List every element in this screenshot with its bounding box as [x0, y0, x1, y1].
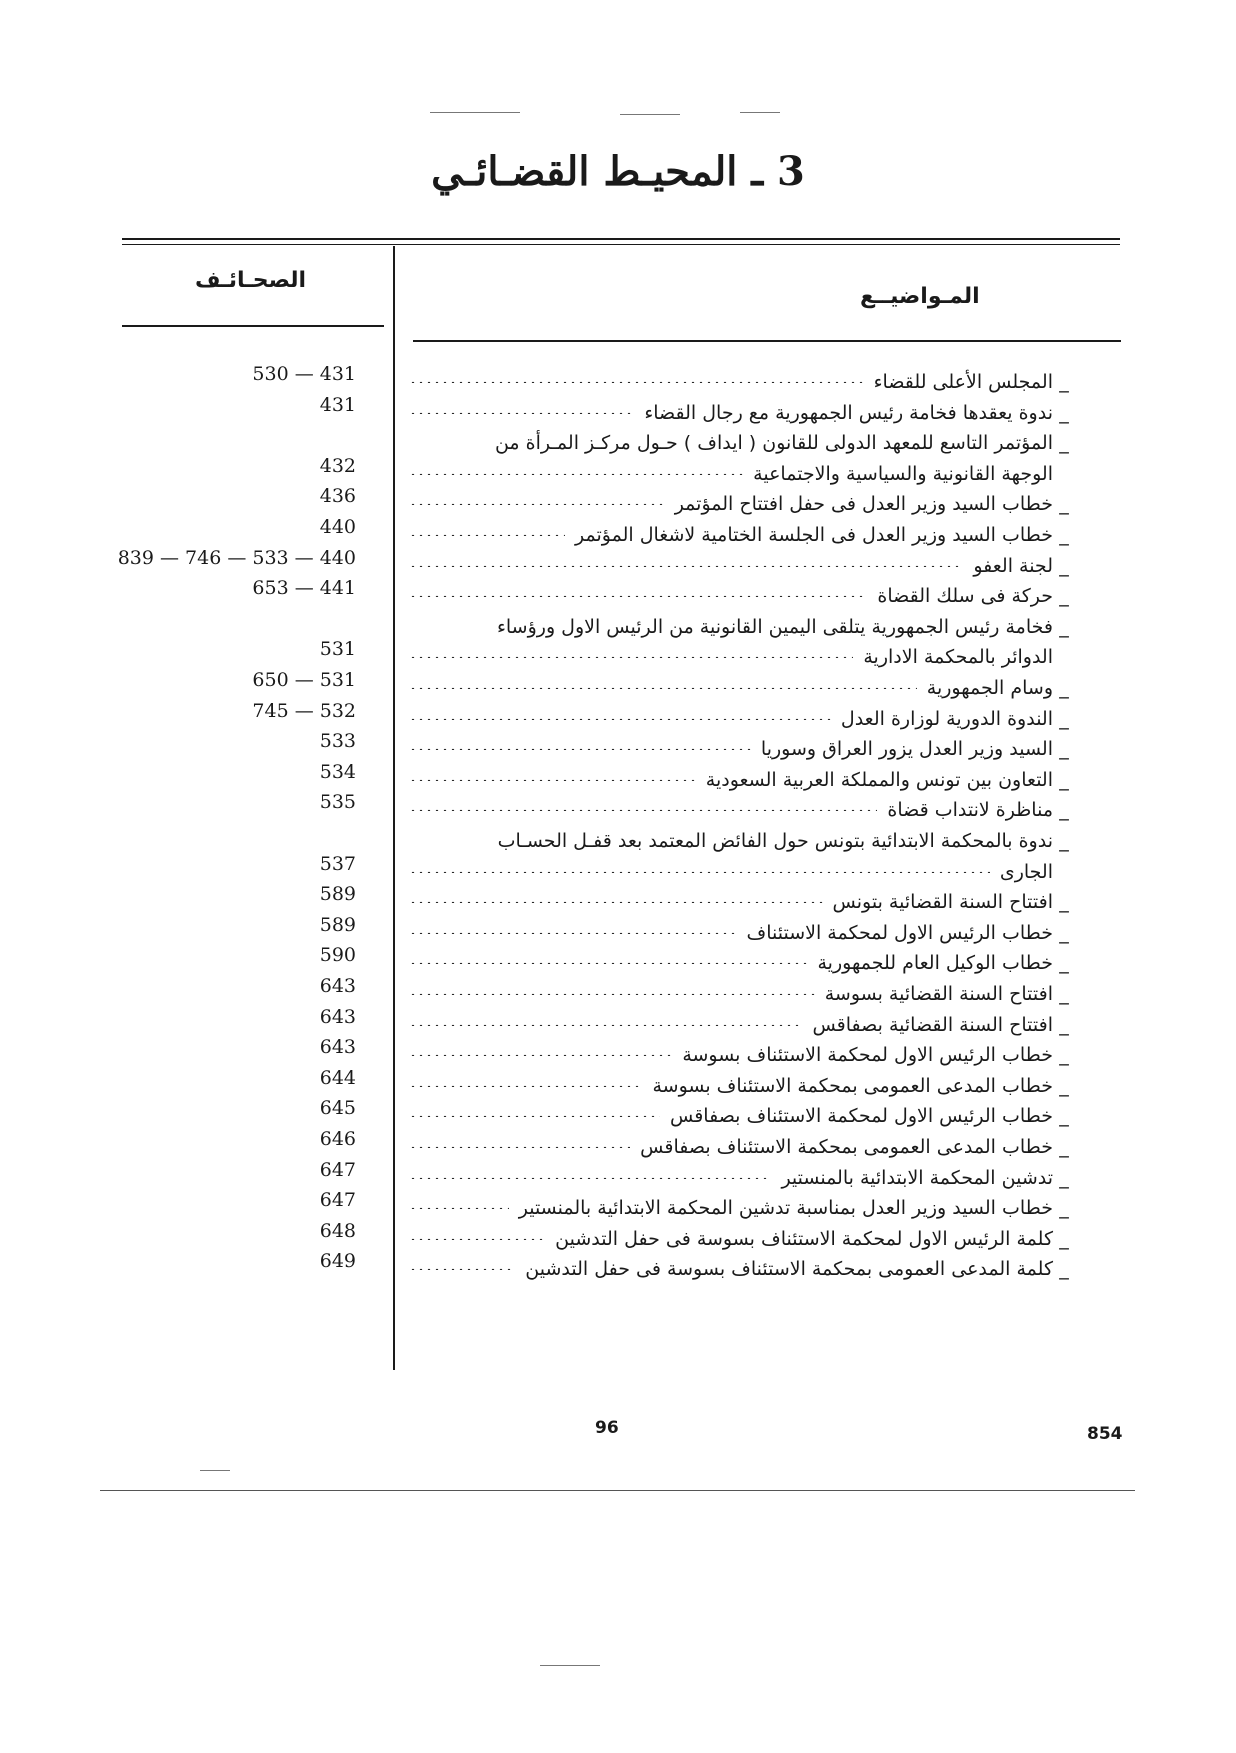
entry-title: افتتاح السنة القضائية بصفاقس [812, 1013, 1053, 1036]
entry-bullet: _ [1059, 1013, 1069, 1036]
entry-title: افتتاح السنة القضائية بسوسة [824, 983, 1053, 1005]
entry-bullet: _ [1059, 1044, 1069, 1067]
entry-bullet: _ [1059, 1197, 1069, 1220]
topics-header-rule [413, 340, 1121, 342]
page-reference: 643 [319, 1005, 356, 1028]
entry-title: حركة فى سلك القضاة [877, 585, 1053, 608]
page-reference: 745 — 532 [252, 699, 356, 722]
entry-bullet: _ [1059, 768, 1069, 791]
folio-center: 96 [595, 1418, 619, 1438]
page-reference: 643 [319, 975, 356, 997]
entry-bullet: _ [1059, 401, 1069, 424]
page-title: 3 ـ المحيـط القضـائـي [431, 148, 805, 195]
page-reference: 533 [319, 730, 356, 753]
page-reference: 647 [319, 1158, 356, 1181]
entry-title: خطاب الرئيس الاول لمحكمة الاستئناف [746, 921, 1053, 944]
page-reference: 432 [319, 454, 356, 477]
entry-bullet: _ [1059, 707, 1069, 730]
contents-entry [405, 765, 1075, 795]
dot-leader [409, 595, 867, 597]
dot-leader [409, 381, 864, 383]
entry-bullet: _ [1059, 1258, 1069, 1281]
entry-title: خطاب الرئيس الاول لمحكمة الاستئناف بصفاقس [670, 1105, 1053, 1128]
entry-title: ندوة بالمحكمة الابتدائية بتونس حول الفائض المعتمد بعد قفـل الحسـاب [497, 830, 1053, 852]
entry-bullet: _ [1059, 738, 1069, 761]
dot-leader [409, 565, 963, 567]
page-reference: 646 [319, 1128, 356, 1150]
contents-entry [405, 459, 1075, 489]
entry-title: كلمة الرئيس الاول لمحكمة الاستئناف بسوسة فى حفل التدشين [555, 1227, 1053, 1250]
entry-title: كلمة المدعى العمومى بمحكمة الاستئناف بسوسة فى حفل التدشين [525, 1258, 1053, 1281]
dot-leader [409, 1238, 545, 1240]
bottom-rule [100, 1490, 1135, 1491]
dot-leader [409, 534, 565, 536]
contents-entry [405, 948, 1075, 978]
entry-title: السيد وزير العدل يزور العراق وسوريا [760, 738, 1053, 761]
dot-leader [409, 932, 737, 934]
entry-title: الوجهة القانونية والسياسية والاجتماعية [753, 462, 1053, 485]
entry-title: خطاب السيد وزير العدل فى حفل افتتاح المؤتمر [674, 493, 1053, 516]
entry-bullet: _ [1059, 1136, 1069, 1158]
entry-bullet: _ [1059, 1166, 1069, 1189]
entry-title: فخامة رئيس الجمهورية يتلقى اليمين القانونية من الرئيس الاول ورؤساء [496, 615, 1053, 638]
page-reference: 649 [319, 1250, 356, 1273]
dot-leader [409, 473, 743, 475]
entry-title: ندوة يعقدها فخامة رئيس الجمهورية مع رجال القضاء [644, 401, 1053, 424]
contents-entry [405, 520, 1075, 550]
contents-entry [405, 1010, 1075, 1040]
contents-entry [405, 1193, 1075, 1223]
entry-title: التعاون بين تونس والمملكة العربية السعودية [705, 768, 1053, 791]
contents-entry [405, 795, 1075, 825]
entry-bullet: _ [1059, 830, 1069, 852]
entry-bullet: _ [1059, 952, 1069, 975]
page-reference: 653 — 441 [252, 577, 356, 600]
dot-leader [409, 1115, 660, 1117]
dot-leader [409, 901, 823, 903]
contents-entry [405, 489, 1075, 519]
entry-title: الجارى [999, 860, 1053, 883]
pages-column-header: الصحـائـف [195, 268, 307, 293]
entry-bullet: _ [1059, 983, 1069, 1005]
page-reference: 647 [319, 1189, 356, 1212]
dot-leader [409, 871, 990, 873]
entry-title: خطاب المدعى العمومى بمحكمة الاستئناف بصفاقس [640, 1136, 1053, 1158]
entry-bullet: _ [1059, 615, 1069, 638]
contents-entry [405, 979, 1075, 1009]
page-reference: 643 [319, 1036, 356, 1059]
scan-speck [200, 1470, 230, 1471]
entry-bullet: _ [1059, 524, 1069, 546]
dot-leader [409, 993, 815, 995]
contents-entry [405, 918, 1075, 948]
page-reference: 440 [319, 516, 356, 538]
dot-leader [409, 687, 917, 689]
entry-bullet: _ [1059, 493, 1069, 516]
scan-speck [620, 114, 680, 115]
table-top-rule-inner [122, 244, 1120, 245]
page-reference: 531 [319, 638, 356, 661]
entry-bullet: _ [1059, 921, 1069, 944]
contents-entry [405, 704, 1075, 734]
table-top-rule [122, 238, 1120, 240]
folio-right: 854 [1087, 1424, 1123, 1444]
dot-leader [409, 1054, 672, 1056]
entry-title: لجنة العفو [973, 554, 1053, 577]
entry-title: خطاب الوكيل العام للجمهورية [817, 952, 1053, 975]
contents-entry [405, 673, 1075, 703]
entry-title: خطاب السيد وزير العدل فى الجلسة الختامية لاشغال المؤتمر [575, 524, 1053, 546]
dot-leader [409, 503, 665, 505]
entry-bullet: _ [1059, 799, 1069, 822]
dot-leader [409, 1024, 802, 1026]
contents-entry [405, 1163, 1075, 1193]
topics-column-header: المـواضيــع [860, 284, 980, 309]
page-reference: 535 [319, 791, 356, 814]
page-reference: 645 [319, 1097, 356, 1120]
contents-entry [405, 734, 1075, 764]
entry-bullet: _ [1059, 371, 1069, 393]
entry-title: المجلس الأعلى للقضاء [873, 371, 1053, 393]
dot-leader [409, 718, 831, 720]
entry-title: افتتاح السنة القضائية بتونس [832, 891, 1053, 914]
page-reference: 589 [319, 913, 356, 936]
page-reference: 590 [319, 944, 356, 967]
pages-header-rule [122, 325, 384, 327]
scan-speck [740, 112, 780, 113]
page-reference: 534 [319, 760, 356, 783]
dot-leader [409, 779, 696, 781]
contents-entry [405, 1101, 1075, 1131]
contents-entry [405, 1071, 1075, 1101]
dot-leader [409, 1146, 630, 1148]
page-reference: 650 — 531 [252, 669, 356, 691]
contents-entry [405, 1254, 1075, 1284]
dot-leader [409, 748, 751, 750]
contents-entry [405, 1040, 1075, 1070]
entry-title: تدشين المحكمة الابتدائية بالمنستير [781, 1166, 1053, 1189]
page-reference: 431 [319, 393, 356, 416]
contents-entry [405, 1224, 1075, 1254]
scan-speck [430, 112, 520, 113]
dot-leader [409, 656, 853, 658]
page-reference: 839 — 746 — 533 — 440 [117, 546, 356, 569]
entry-bullet: _ [1059, 1074, 1069, 1097]
contents-entry [405, 581, 1075, 611]
dot-leader [409, 1268, 515, 1270]
page-reference: 644 [319, 1066, 356, 1089]
contents-entry [405, 642, 1075, 672]
page-reference: 648 [319, 1219, 356, 1242]
entry-title: خطاب المدعى العمومى بمحكمة الاستئناف بسوسة [652, 1074, 1053, 1097]
page-reference: 589 [319, 883, 356, 906]
contents-entry [405, 1132, 1075, 1162]
contents-entry [405, 887, 1075, 917]
entry-title: المؤتمر التاسع للمعهد الدولى للقانون ( ايداف ) حـول مركـز المـرأة من [494, 432, 1053, 455]
entry-bullet: _ [1059, 432, 1069, 455]
scan-speck [540, 1665, 600, 1666]
entry-title: مناظرة لانتداب قضاة [887, 799, 1053, 822]
entry-title: الندوة الدورية لوزارة العدل [840, 707, 1053, 730]
contents-entry [405, 826, 1075, 856]
dot-leader [409, 809, 877, 811]
dot-leader [409, 962, 807, 964]
entry-bullet: _ [1059, 585, 1069, 608]
entry-title: خطاب الرئيس الاول لمحكمة الاستئناف بسوسة [682, 1044, 1053, 1067]
dot-leader [409, 1085, 642, 1087]
contents-entry [405, 428, 1075, 458]
entry-bullet: _ [1059, 677, 1069, 699]
entry-title: خطاب السيد وزير العدل بمناسبة تدشين المحكمة الابتدائية بالمنستير [518, 1197, 1053, 1220]
contents-entry [405, 367, 1075, 397]
entry-bullet: _ [1059, 1105, 1069, 1128]
dot-leader [409, 1207, 509, 1209]
entry-bullet: _ [1059, 1227, 1069, 1250]
entry-bullet: _ [1059, 891, 1069, 914]
contents-entry [405, 612, 1075, 642]
contents-entry [405, 857, 1075, 887]
contents-entry [405, 551, 1075, 581]
entry-title: وسام الجمهورية [926, 677, 1053, 699]
column-divider [393, 246, 395, 1370]
contents-entry [405, 398, 1075, 428]
page-reference: 436 [319, 485, 356, 508]
page-reference: 530 — 431 [252, 363, 356, 385]
page-reference: 537 [319, 852, 356, 875]
entry-title: الدوائر بالمحكمة الادارية [863, 646, 1053, 669]
dot-leader [409, 1177, 771, 1179]
dot-leader [409, 412, 634, 414]
entry-bullet: _ [1059, 554, 1069, 577]
